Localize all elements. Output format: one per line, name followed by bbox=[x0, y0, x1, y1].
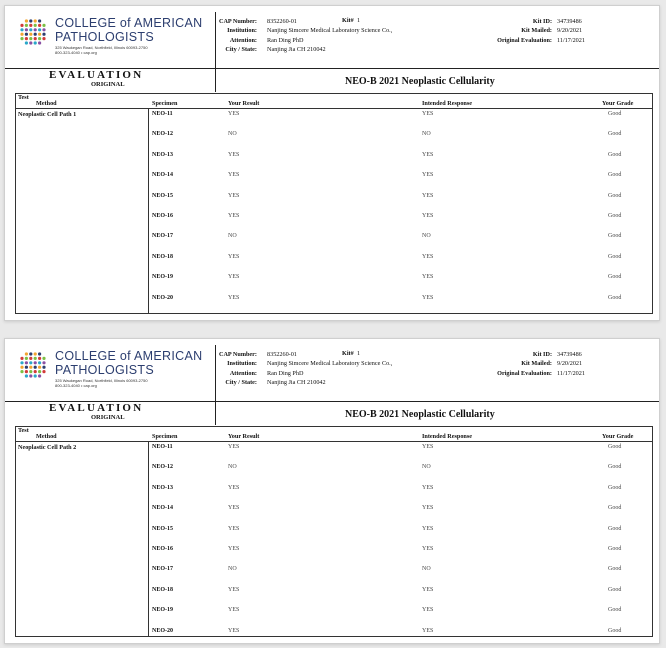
col-header-your-result: Your Result bbox=[228, 100, 260, 107]
intended-response-cell: YES bbox=[422, 294, 434, 301]
kit-number-value: 1 bbox=[357, 350, 361, 357]
grade-cell: Good bbox=[608, 525, 622, 532]
results-table bbox=[15, 426, 653, 637]
institution-label: Institution: bbox=[227, 27, 257, 35]
table-row bbox=[16, 526, 652, 546]
specimen-cell: NEO-16 bbox=[152, 545, 173, 552]
kit-id-label: Kit ID: bbox=[532, 351, 552, 358]
table-row bbox=[16, 566, 652, 586]
col-header-intended-response: Intended Response bbox=[422, 433, 473, 440]
specimen-cell: NEO-20 bbox=[152, 294, 173, 301]
intended-response-cell: YES bbox=[422, 192, 434, 199]
col-header-method: Method bbox=[36, 100, 57, 107]
specimen-cell: NEO-19 bbox=[152, 274, 173, 281]
intended-response-cell: YES bbox=[422, 484, 434, 491]
attention-label: Attention: bbox=[229, 369, 257, 377]
col-header-intended-response: Intended Response bbox=[422, 100, 473, 107]
intended-response-cell: NO bbox=[422, 464, 431, 471]
grade-cell: Good bbox=[608, 192, 622, 199]
cap-number-value: 8352260-01 bbox=[267, 351, 297, 358]
col-header-specimen: Specimen bbox=[152, 100, 178, 107]
grade-cell: Good bbox=[608, 212, 622, 219]
original-evaluation-label: Original Evaluation: bbox=[497, 369, 552, 377]
attention-label: Attention: bbox=[229, 36, 257, 44]
your-result-cell: NO bbox=[228, 566, 237, 573]
grade-cell: Good bbox=[608, 607, 622, 614]
intended-response-cell: YES bbox=[422, 586, 434, 593]
grade-cell: Good bbox=[608, 274, 622, 281]
original-evaluation-value: 11/17/2021 bbox=[557, 36, 585, 44]
institution-value: Nanjing Simcere Medical Laboratory Science Co., bbox=[267, 360, 393, 368]
col-header-test: Test bbox=[18, 427, 29, 434]
your-result-cell: YES bbox=[228, 505, 240, 512]
kit-id-value: 34739486 bbox=[557, 351, 582, 358]
evaluation-subtitle: ORIGINAL bbox=[91, 414, 125, 421]
specimen-cell: NEO-20 bbox=[152, 627, 173, 634]
col-header-method: Method bbox=[36, 433, 57, 440]
your-result-cell: YES bbox=[228, 607, 240, 614]
logo-phone: 800-323-4040 • cap.org bbox=[55, 50, 97, 55]
your-result-cell: YES bbox=[228, 253, 240, 260]
intended-response-cell: NO bbox=[422, 233, 431, 240]
cap-logo-mark-icon bbox=[19, 18, 47, 46]
grade-cell: Good bbox=[608, 586, 622, 593]
cap-logo bbox=[15, 349, 215, 393]
intended-response-cell: YES bbox=[422, 607, 434, 614]
kit-mailed-value: 9/20/2021 bbox=[557, 360, 583, 368]
table-row bbox=[16, 213, 652, 233]
cap-number-label: CAP Number: bbox=[219, 351, 257, 358]
intended-response-cell: YES bbox=[422, 444, 434, 450]
col-header-specimen: Specimen bbox=[152, 433, 178, 440]
grade-cell: Good bbox=[608, 151, 622, 158]
your-result-cell: YES bbox=[228, 111, 240, 117]
table-row bbox=[16, 505, 652, 525]
kit-number-value: 1 bbox=[357, 17, 361, 24]
your-result-cell: YES bbox=[228, 484, 240, 491]
your-result-cell: YES bbox=[228, 444, 240, 450]
logo-line-2: PATHOLOGISTS bbox=[55, 30, 154, 44]
evaluation-report-2 bbox=[4, 338, 660, 644]
institution-label: Institution: bbox=[227, 360, 257, 368]
city-state-value: Nanjing Jia CH 210042 bbox=[267, 46, 326, 54]
kit-mailed-label: Kit Mailed: bbox=[521, 27, 552, 35]
kit-id-value: 34739486 bbox=[557, 18, 582, 25]
evaluation-title: EVALUATION bbox=[49, 69, 144, 81]
table-row bbox=[16, 152, 652, 172]
table-row bbox=[16, 444, 652, 464]
original-evaluation-value: 11/17/2021 bbox=[557, 369, 585, 377]
header-divider bbox=[215, 345, 216, 425]
table-rows bbox=[16, 444, 652, 648]
info-values-right bbox=[557, 17, 585, 45]
your-result-cell: YES bbox=[228, 627, 240, 634]
info-labels-right bbox=[497, 350, 552, 378]
table-row bbox=[16, 464, 652, 484]
cap-logo bbox=[15, 16, 215, 60]
grade-cell: Good bbox=[608, 545, 622, 552]
specimen-cell: NEO-18 bbox=[152, 253, 173, 260]
specimen-cell: NEO-11 bbox=[152, 111, 173, 117]
intended-response-cell: YES bbox=[422, 151, 434, 158]
specimen-cell: NEO-17 bbox=[152, 233, 173, 240]
grade-cell: Good bbox=[608, 464, 622, 471]
program-title: NEO-B 2021 Neoplastic Cellularity bbox=[345, 409, 495, 420]
logo-phone: 800-323-4040 • cap.org bbox=[55, 383, 97, 388]
your-result-cell: YES bbox=[228, 172, 240, 179]
specimen-cell: NEO-12 bbox=[152, 131, 173, 138]
logo-line-1: COLLEGE of AMERICAN bbox=[55, 16, 203, 30]
table-row bbox=[16, 628, 652, 648]
specimen-cell: NEO-19 bbox=[152, 607, 173, 614]
city-state-label: City / State: bbox=[225, 379, 257, 387]
test-method-name: Neoplastic Cell Path 1 bbox=[18, 111, 77, 118]
grade-cell: Good bbox=[608, 484, 622, 491]
logo-address: 325 Waukegan Road, Northfield, Illinois 60093-2750 bbox=[55, 45, 148, 50]
intended-response-cell: NO bbox=[422, 131, 431, 138]
test-method-name: Neoplastic Cell Path 2 bbox=[18, 444, 77, 451]
evaluation-title: EVALUATION bbox=[49, 402, 144, 414]
your-result-cell: YES bbox=[228, 274, 240, 281]
kit-number-label: Kit# bbox=[342, 350, 354, 357]
specimen-cell: NEO-16 bbox=[152, 212, 173, 219]
table-row bbox=[16, 254, 652, 274]
your-result-cell: NO bbox=[228, 131, 237, 138]
specimen-cell: NEO-12 bbox=[152, 464, 173, 471]
specimen-cell: NEO-17 bbox=[152, 566, 173, 573]
intended-response-cell: YES bbox=[422, 212, 434, 219]
grade-cell: Good bbox=[608, 444, 622, 450]
specimen-cell: NEO-18 bbox=[152, 586, 173, 593]
info-values-right bbox=[557, 350, 585, 378]
table-row bbox=[16, 111, 652, 131]
results-table bbox=[15, 93, 653, 314]
table-header-rule bbox=[16, 108, 652, 109]
city-state-value: Nanjing Jia CH 210042 bbox=[267, 379, 326, 387]
grade-cell: Good bbox=[608, 172, 622, 179]
evaluation-subtitle: ORIGINAL bbox=[91, 81, 125, 88]
your-result-cell: YES bbox=[228, 294, 240, 301]
intended-response-cell: YES bbox=[422, 525, 434, 532]
info-labels-left bbox=[219, 350, 257, 388]
specimen-cell: NEO-13 bbox=[152, 151, 173, 158]
your-result-cell: YES bbox=[228, 192, 240, 199]
specimen-cell: NEO-15 bbox=[152, 192, 173, 199]
col-header-your-grade: Your Grade bbox=[602, 100, 634, 107]
grade-cell: Good bbox=[608, 111, 622, 117]
grade-cell: Good bbox=[608, 233, 622, 240]
grade-cell: Good bbox=[608, 294, 622, 301]
intended-response-cell: YES bbox=[422, 627, 434, 634]
intended-response-cell: NO bbox=[422, 566, 431, 573]
grade-cell: Good bbox=[608, 505, 622, 512]
your-result-cell: YES bbox=[228, 545, 240, 552]
table-row bbox=[16, 295, 652, 315]
info-values-left bbox=[267, 350, 392, 388]
grade-cell: Good bbox=[608, 253, 622, 260]
table-row bbox=[16, 546, 652, 566]
cap-number-value: 8352260-01 bbox=[267, 18, 297, 25]
kit-mailed-value: 9/20/2021 bbox=[557, 27, 583, 35]
program-title: NEO-B 2021 Neoplastic Cellularity bbox=[345, 76, 495, 87]
specimen-cell: NEO-13 bbox=[152, 484, 173, 491]
your-result-cell: YES bbox=[228, 212, 240, 219]
table-rows bbox=[16, 111, 652, 315]
table-row bbox=[16, 607, 652, 627]
table-header-rule bbox=[16, 441, 652, 442]
logo-line-1: COLLEGE of AMERICAN bbox=[55, 349, 203, 363]
table-row bbox=[16, 587, 652, 607]
your-result-cell: YES bbox=[228, 525, 240, 532]
attention-value: Ran Ding PhD bbox=[267, 369, 304, 377]
cap-logo-mark-icon bbox=[19, 351, 47, 379]
grade-cell: Good bbox=[608, 627, 622, 634]
logo-address: 325 Waukegan Road, Northfield, Illinois 60093-2750 bbox=[55, 378, 148, 383]
info-labels-left bbox=[219, 17, 257, 55]
table-row bbox=[16, 233, 652, 253]
specimen-cell: NEO-15 bbox=[152, 525, 173, 532]
kit-id-label: Kit ID: bbox=[532, 18, 552, 25]
grade-cell: Good bbox=[608, 131, 622, 138]
institution-value: Nanjing Simcere Medical Laboratory Science Co., bbox=[267, 27, 393, 35]
table-row bbox=[16, 485, 652, 505]
specimen-cell: NEO-14 bbox=[152, 505, 173, 512]
table-row bbox=[16, 172, 652, 192]
kit-mailed-label: Kit Mailed: bbox=[521, 360, 552, 368]
your-result-cell: YES bbox=[228, 151, 240, 158]
specimen-cell: NEO-14 bbox=[152, 172, 173, 179]
col-header-your-grade: Your Grade bbox=[602, 433, 634, 440]
intended-response-cell: YES bbox=[422, 505, 434, 512]
col-header-test: Test bbox=[18, 94, 29, 101]
intended-response-cell: YES bbox=[422, 172, 434, 179]
table-row bbox=[16, 274, 652, 294]
table-row bbox=[16, 193, 652, 213]
logo-line-2: PATHOLOGISTS bbox=[55, 363, 154, 377]
kit-number-label: Kit# bbox=[342, 17, 354, 24]
attention-value: Ran Ding PhD bbox=[267, 36, 304, 44]
intended-response-cell: YES bbox=[422, 274, 434, 281]
info-labels-right bbox=[497, 17, 552, 45]
intended-response-cell: YES bbox=[422, 545, 434, 552]
table-row bbox=[16, 131, 652, 151]
grade-cell: Good bbox=[608, 566, 622, 573]
info-values-left bbox=[267, 17, 392, 55]
intended-response-cell: YES bbox=[422, 111, 434, 117]
intended-response-cell: YES bbox=[422, 253, 434, 260]
report-header bbox=[5, 6, 659, 64]
col-header-your-result: Your Result bbox=[228, 433, 260, 440]
specimen-cell: NEO-11 bbox=[152, 444, 173, 450]
header-divider bbox=[215, 12, 216, 92]
your-result-cell: NO bbox=[228, 233, 237, 240]
your-result-cell: NO bbox=[228, 464, 237, 471]
original-evaluation-label: Original Evaluation: bbox=[497, 36, 552, 44]
cap-number-label: CAP Number: bbox=[219, 18, 257, 25]
report-header bbox=[5, 339, 659, 397]
evaluation-report-1 bbox=[4, 5, 660, 321]
city-state-label: City / State: bbox=[225, 46, 257, 54]
your-result-cell: YES bbox=[228, 586, 240, 593]
